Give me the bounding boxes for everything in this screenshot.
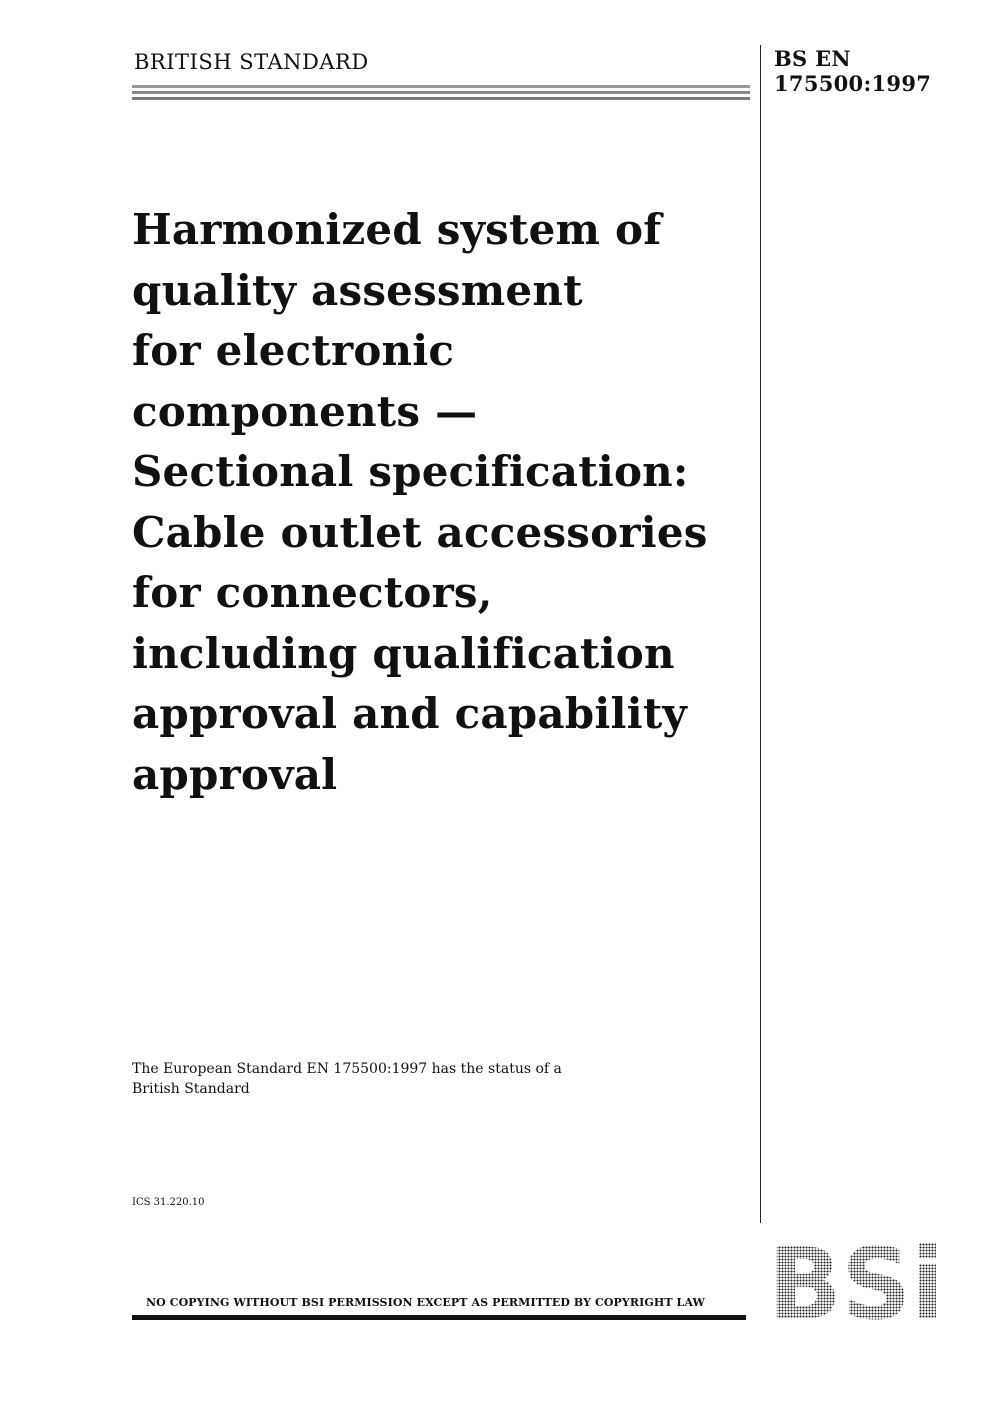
title-line: Harmonized system of bbox=[132, 205, 662, 254]
document-number bbox=[774, 46, 931, 96]
title-line: Sectional specification: bbox=[132, 447, 689, 496]
document-number-line: 175500:1997 bbox=[774, 71, 932, 96]
title-line: including qualification bbox=[132, 628, 675, 678]
copyright-notice: NO COPYING WITHOUT BSI PERMISSION EXCEPT AS PERMITTED BY COPYRIGHT LAW bbox=[146, 1296, 705, 1309]
title-line: for connectors, bbox=[132, 568, 493, 617]
title-line: components — bbox=[132, 386, 478, 436]
header-rule bbox=[132, 85, 750, 88]
header-rule bbox=[132, 97, 750, 100]
vertical-divider bbox=[760, 45, 761, 1223]
document-title bbox=[132, 200, 752, 805]
ics-code: ICS 31.220.10 bbox=[132, 1197, 205, 1208]
header-label: BRITISH STANDARD bbox=[134, 50, 369, 74]
document-number-line: BS EN bbox=[774, 46, 851, 71]
header-rule bbox=[132, 91, 750, 94]
footer-rule bbox=[132, 1315, 746, 1320]
status-line: The European Standard EN 175500:1997 has the status of a bbox=[132, 1061, 562, 1077]
title-line: approval and capability bbox=[132, 689, 688, 738]
bsi-logo bbox=[766, 1240, 946, 1322]
title-line: quality assessment bbox=[132, 265, 583, 315]
title-line: approval bbox=[132, 749, 338, 799]
status-statement bbox=[132, 1059, 562, 1099]
title-line: for electronic bbox=[132, 326, 455, 375]
title-line: Cable outlet accessories bbox=[132, 507, 708, 557]
status-line: British Standard bbox=[132, 1081, 250, 1097]
